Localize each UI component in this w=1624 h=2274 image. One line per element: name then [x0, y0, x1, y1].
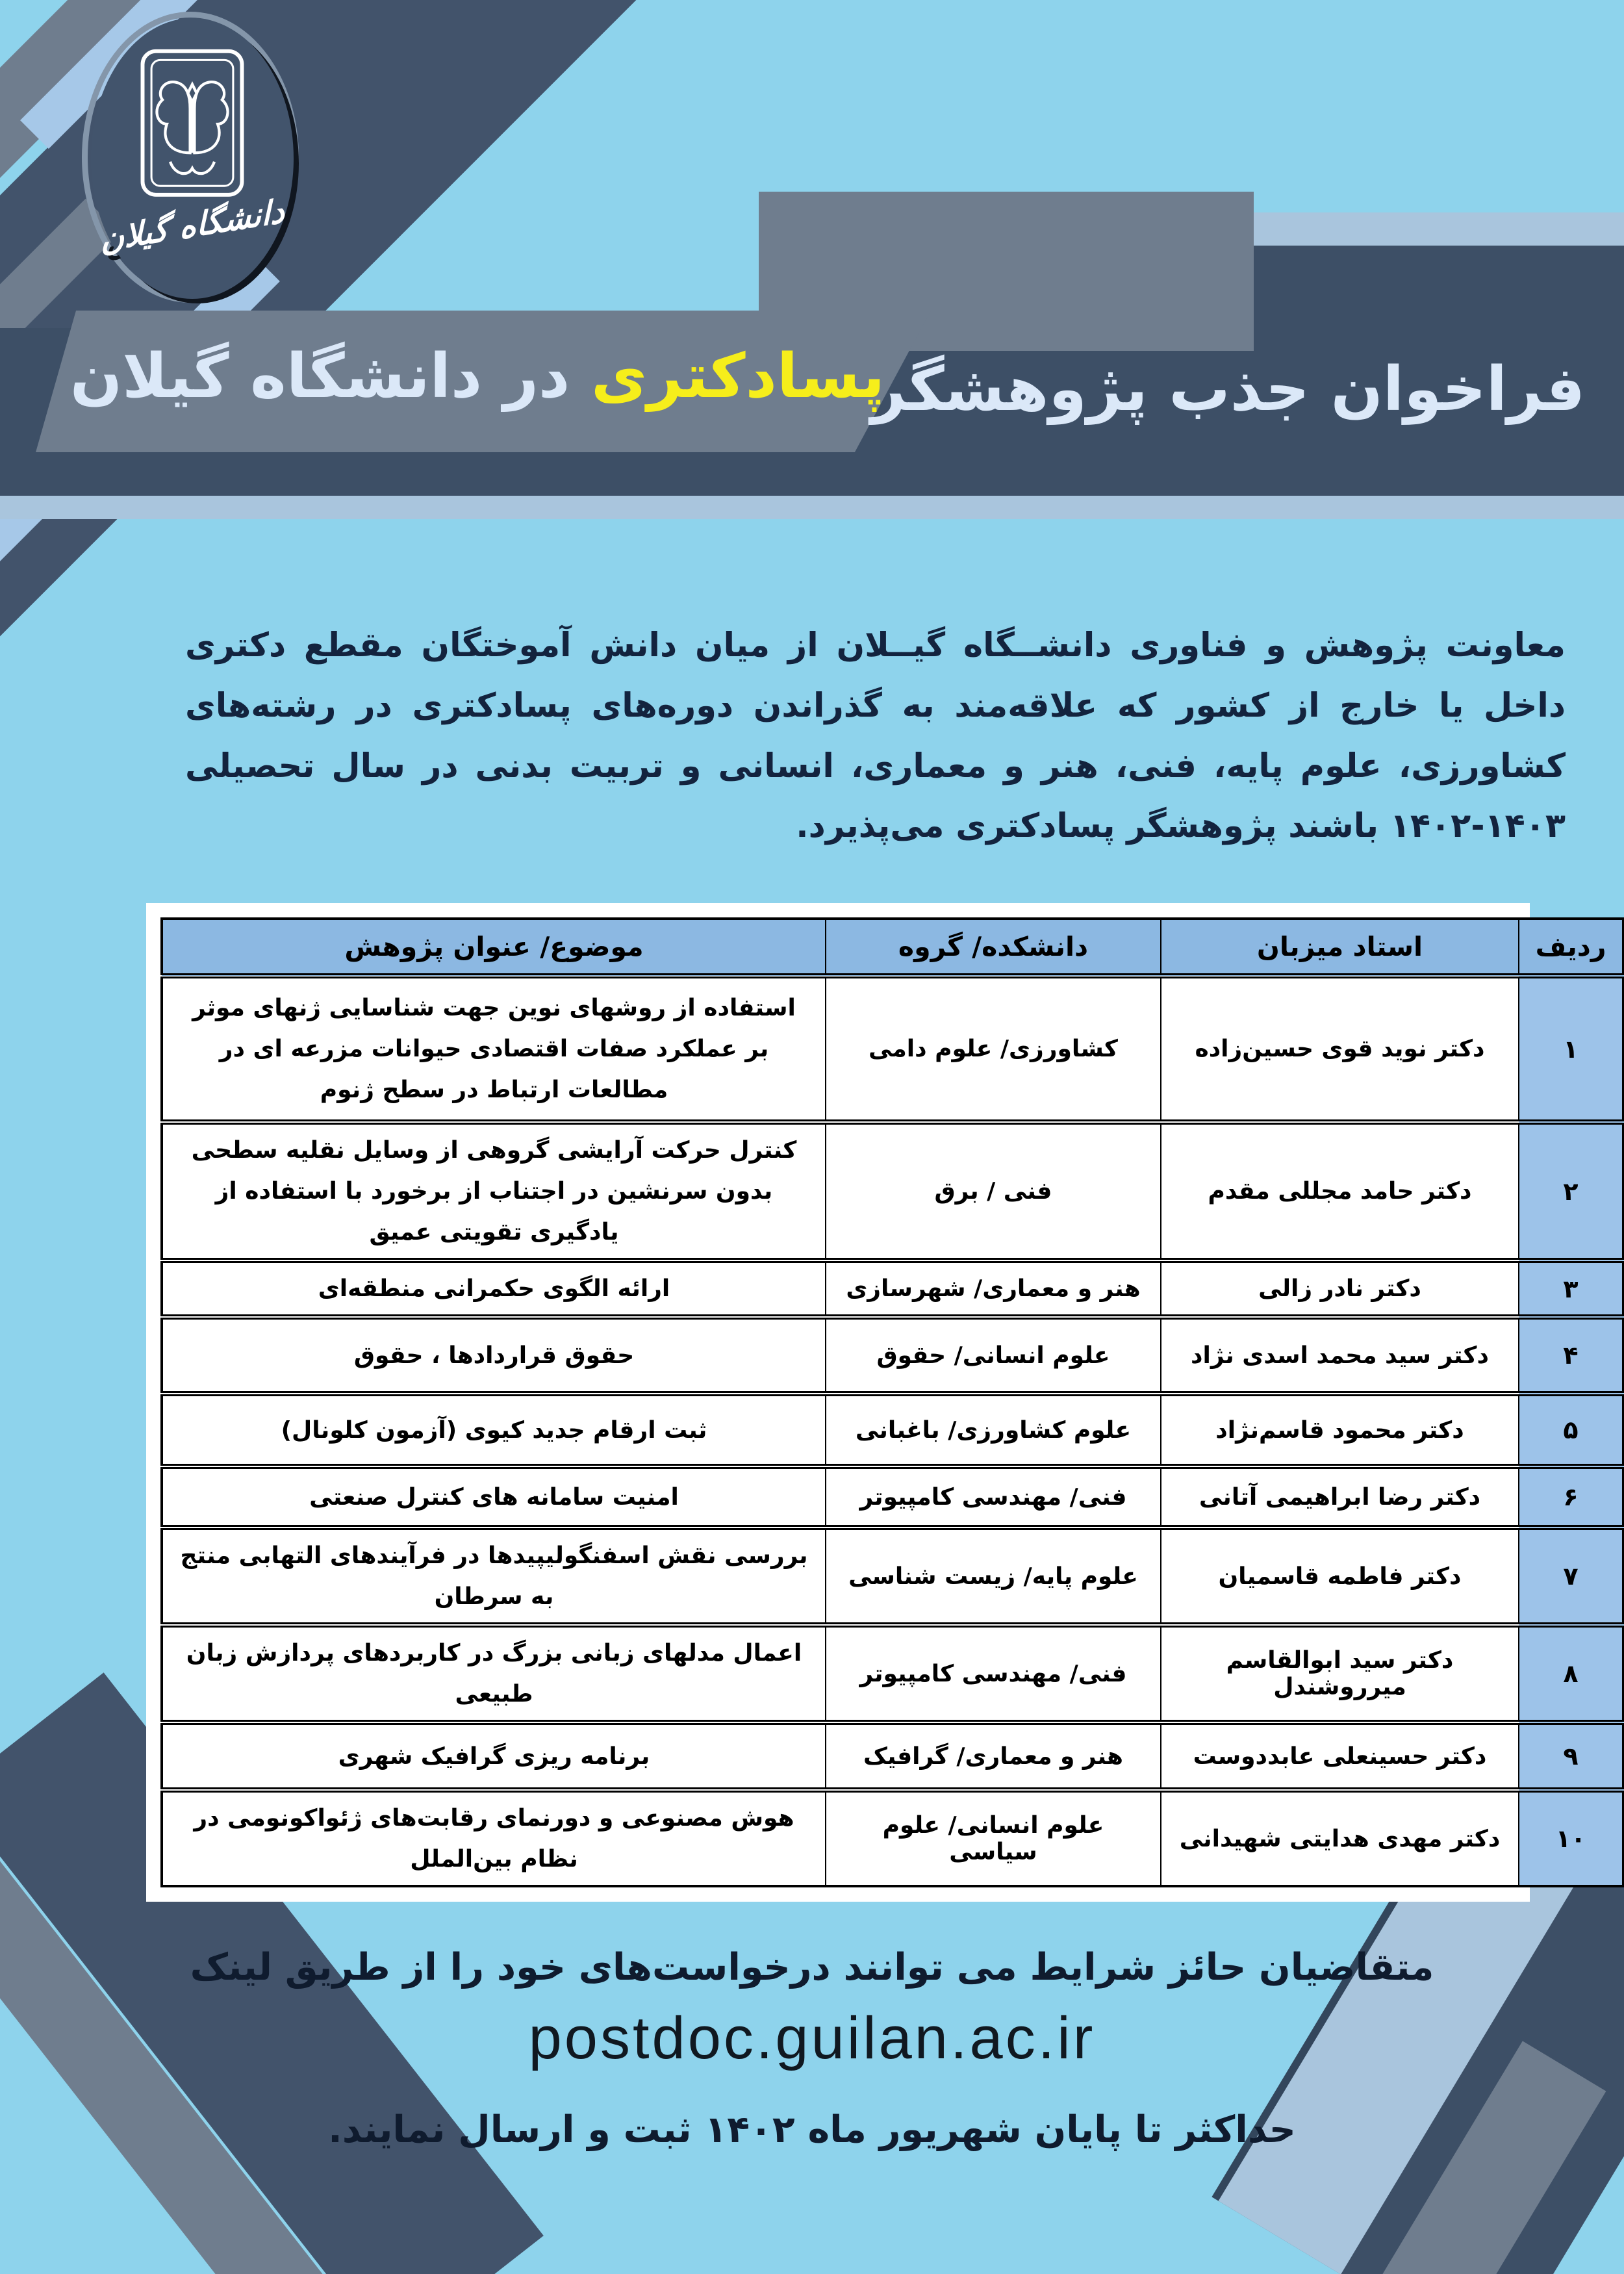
table-row: [162, 1466, 1623, 1527]
footer-instruction-line: متقاضیان حائز شرایط می توانند درخواست‌های خود را از طریق لینک: [190, 1946, 1434, 1989]
cell-host-professor: دکتر حسینعلی عابددوست: [1161, 1722, 1519, 1790]
cell-host-professor: دکتر سید ابوالقاسم میرروشندل: [1161, 1625, 1519, 1722]
table-row: [162, 1527, 1623, 1625]
cell-host-professor: دکتر حامد مجللی مقدم: [1161, 1122, 1519, 1260]
cell-faculty-group: فنی/ مهندسی کامپیوتر: [826, 1625, 1161, 1722]
cell-subject-title: امنیت سامانه های کنترل صنعتی: [162, 1466, 826, 1527]
cell-row-number: ۴: [1519, 1317, 1623, 1394]
application-url: postdoc.guilan.ac.ir: [528, 2005, 1096, 2071]
cell-subject-title: هوش مصنوعی و دورنمای رقابت‌های ژئواکونومی در نظام بین‌الملل: [162, 1790, 826, 1886]
cell-faculty-group: فنی / برق: [826, 1122, 1161, 1260]
university-emblem-icon: [137, 43, 247, 205]
table-row: [162, 976, 1623, 1122]
table-row: [162, 1790, 1623, 1886]
university-logo: [91, 18, 294, 299]
cell-faculty-group: کشاورزی/ علوم دامی: [826, 976, 1161, 1122]
table-row: [162, 1722, 1623, 1790]
cell-faculty-group: هنر و معماری/ گرافیک: [826, 1722, 1161, 1790]
table-row: [162, 1317, 1623, 1394]
table-row: [162, 1122, 1623, 1260]
university-name-calligraphy: دانشگاه گیلان: [99, 192, 285, 259]
table-row: [162, 1625, 1623, 1722]
intro-paragraph: معاونت پژوهش و فناوری دانشــگاه گیــلان از میان دانش آموختگان مقطع دکتری داخل یا خارج از کشور که علاقه‌مند به گذراندن دوره‌های پسادکتری در رشته‌های کشاورزی، علوم پایه، فنی، هنر و معماری، انسانی و تربیت بدنی در سال تحصیلی ۱۴۰۳-۱۴۰۲ باشند پژوهشگر پسادکتری می‌پذیرد.: [185, 626, 1566, 846]
table-row: [162, 1394, 1623, 1466]
cell-row-number: ۷: [1519, 1527, 1623, 1625]
cell-row-number: ۸: [1519, 1625, 1623, 1722]
cell-faculty-group: فنی/ مهندسی کامپیوتر: [826, 1466, 1161, 1527]
table-container: [146, 903, 1606, 1902]
cell-row-number: ۹: [1519, 1722, 1623, 1790]
header-steel-strip-bottom: [0, 496, 1624, 519]
cell-host-professor: دکتر مهدی هدایتی شهیدانی: [1161, 1790, 1519, 1886]
header-steel-strip-right: [1254, 212, 1624, 247]
cell-faculty-group: علوم انسانی/ حقوق: [826, 1317, 1161, 1394]
cell-row-number: ۶: [1519, 1466, 1623, 1527]
cell-host-professor: دکتر فاطمه قاسمیان: [1161, 1527, 1519, 1625]
cell-subject-title: بررسی نقش اسفنگولیپیدها در فرآیندهای التهابی منتج به سرطان: [162, 1527, 826, 1625]
col-header-host-professor: استاد میزبان: [1161, 919, 1519, 976]
cell-subject-title: اعمال مدلهای زبانی بزرگ در کاربردهای پردازش زبان طبیعی: [162, 1625, 826, 1722]
footer-deadline-line: حداکثر تا پایان شهریور ماه ۱۴۰۲ ثبت و ارسال نمایند.: [328, 2108, 1296, 2151]
header-navy-extension: [1254, 246, 1624, 331]
cell-row-number: ۳: [1519, 1260, 1623, 1317]
cell-faculty-group: علوم انسانی/ علوم سیاسی: [826, 1790, 1161, 1886]
cell-host-professor: دکتر رضا ابراهیمی آتانی: [1161, 1466, 1519, 1527]
cell-row-number: ۵: [1519, 1394, 1623, 1466]
cell-subject-title: ثبت ارقام جدید کیوی (آزمون کلونال): [162, 1394, 826, 1466]
title-rest: در دانشگاه گیلان: [70, 341, 591, 412]
poster-title-main: فراخوان جذب پژوهشگر: [870, 354, 1585, 425]
cell-host-professor: دکتر نوید قوی حسین‌زاده: [1161, 976, 1519, 1122]
cell-faculty-group: علوم پایه/ زیست شناسی: [826, 1527, 1161, 1625]
research-table: [160, 917, 1624, 1887]
col-header-subject-title: موضوع/ عنوان پژوهش: [162, 919, 826, 976]
title-highlight-postdoc: پسادکتری: [590, 341, 885, 412]
cell-subject-title: برنامه ریزی گرافیک شهری: [162, 1722, 826, 1790]
cell-row-number: ۱: [1519, 976, 1623, 1122]
col-header-row-number: ردیف: [1519, 919, 1623, 976]
cell-faculty-group: هنر و معماری/ شهرسازی: [826, 1260, 1161, 1317]
cell-host-professor: دکتر نادر زالی: [1161, 1260, 1519, 1317]
cell-subject-title: کنترل حرکت آرایشی گروهی از وسایل نقلیه سطحی بدون سرنشین در اجتناب از برخورد با استفاده از یادگیری تقویتی عمیق: [162, 1122, 826, 1260]
table-header-row: [162, 919, 1623, 976]
table-row: [162, 1260, 1623, 1317]
cell-subject-title: ارائه الگوی حکمرانی منطقه‌ای: [162, 1260, 826, 1317]
cell-subject-title: حقوق قراردادها ، حقوق: [162, 1317, 826, 1394]
cell-row-number: ۲: [1519, 1122, 1623, 1260]
poster-title-sub: [58, 343, 896, 410]
col-header-faculty-group: دانشکده/ گروه: [826, 919, 1161, 976]
cell-row-number: ۱۰: [1519, 1790, 1623, 1886]
cell-host-professor: دکتر سید محمد اسدی نژاد: [1161, 1317, 1519, 1394]
cell-subject-title: استفاده از روشهای نوین جهت شناسایی ژنهای موثر بر عملکرد صفات اقتصادی حیوانات مزرعه ای در مطالعات ارتباط در سطح ژنوم: [162, 976, 826, 1122]
table-body: [162, 976, 1623, 1886]
cell-faculty-group: علوم کشاورزی/ باغبانی: [826, 1394, 1161, 1466]
cell-host-professor: دکتر محمود قاسم‌نژاد: [1161, 1394, 1519, 1466]
